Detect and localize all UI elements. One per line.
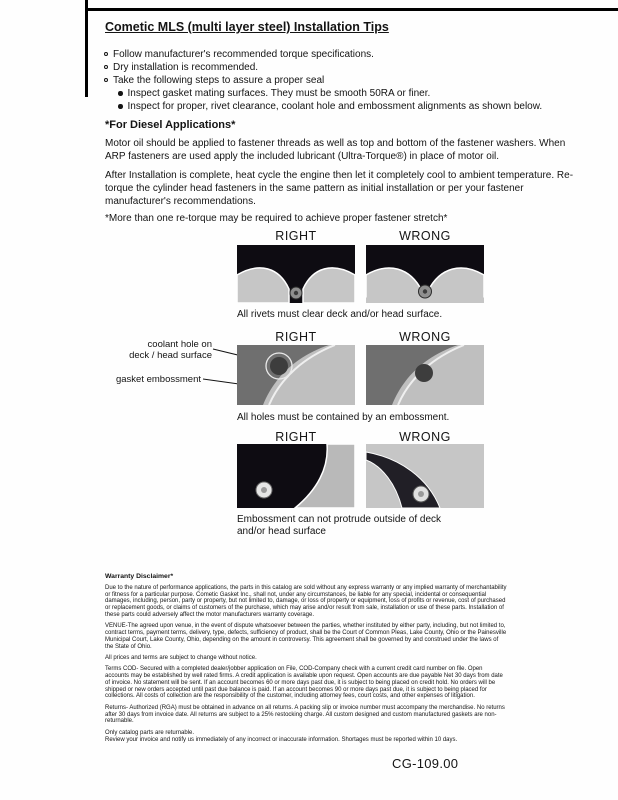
tip-text: Dry installation is recommended. — [113, 62, 259, 73]
sub-tip-text: Inspect gasket mating surfaces. They must be smooth 50RA or finer. — [127, 88, 431, 99]
embossment-wrong-image — [366, 444, 484, 508]
row2-wrong-label: WRONG — [399, 330, 451, 344]
tip-item — [104, 74, 596, 87]
row3-caption-line1: Embossment can not protrude outside of deck — [237, 514, 442, 525]
open-bullet-icon — [104, 65, 108, 69]
diesel-heading: *For Diesel Applications* — [105, 119, 236, 131]
page-border-left — [85, 0, 88, 97]
tip-text: Follow manufacturer's recommended torque specifications. — [113, 49, 374, 60]
coolant-hole-callout-line1: coolant hole on — [147, 339, 212, 350]
gasket-embossment-callout: gasket embossment — [115, 374, 201, 385]
row3-caption — [237, 514, 441, 538]
row1-wrong-label: WRONG — [399, 229, 451, 243]
embossment-right-image — [237, 444, 355, 508]
coolant-hole-wrong-diagram — [366, 345, 484, 405]
row1-right-label: RIGHT — [275, 229, 317, 243]
coolant-hole-callout-line2: deck / head surface — [129, 350, 212, 361]
tip-item — [104, 61, 596, 74]
row3-right-label: RIGHT — [275, 430, 317, 444]
rivet-wrong-diagram — [366, 245, 484, 303]
warranty-disclaimer — [105, 574, 508, 749]
coolant-hole-callout — [90, 339, 212, 361]
warranty-paragraph: VENUE-The agreed upon venue, in the event of dispute whatsoever between the parties, whether instituted by either party, including, but not limited to, contract terms, payment terms, delivery, type, defects, sufficiency of product, shall be the Court of Common Pleas, Lake County, Ohio or the Painesville Municipal Court, Lake County, Ohio, depending on the amount in controversy. This agreement shall be governed by and construed under the laws of the State of Ohio. — [105, 623, 507, 650]
row1-caption: All rivets must clear deck and/or head surface. — [237, 309, 443, 320]
tips-sub-list — [118, 87, 596, 113]
warranty-paragraph: Review your invoice and notify us immediately of any incorrect or inaccurate information. Shortages must be reported within 10 days. — [105, 737, 458, 744]
rivet-right-diagram — [237, 245, 355, 303]
sub-tip-item — [118, 100, 596, 113]
tips-list — [104, 48, 596, 113]
row3-wrong-label: WRONG — [399, 430, 451, 444]
page-title: Cometic MLS (multi layer steel) Installation Tips — [105, 20, 389, 34]
filled-bullet-icon — [118, 91, 123, 96]
coolant-hole-right-diagram — [237, 345, 355, 405]
warranty-paragraph: All prices and terms are subject to change without notice. — [105, 654, 257, 661]
row2-right-label: RIGHT — [275, 330, 317, 344]
page-border-top — [85, 8, 618, 11]
warranty-heading: Warranty Disclaimer* — [105, 573, 174, 580]
diesel-paragraph-1: Motor oil should be applied to fastener threads as well as top and bottom of the fastener washers. When ARP fasteners are used apply the included lubricant (Ultra-Torque®) in place of motor oil. — [105, 138, 566, 162]
open-bullet-icon — [104, 78, 108, 82]
coolant-hole-wrong-image — [366, 345, 484, 405]
coolant-hole-right-image — [237, 345, 355, 405]
warranty-paragraph: Returns- Authorized (RGA) must be obtained in advance on all returns. A packing slip or invoice number must accompany the merchandise. No returns after 30 days from invoice date. All returns are subject to a 25% restocking charge. All custom designed and custom manufactured gaskets are non-returnable. — [105, 704, 505, 725]
page-code: CG-109.00 — [392, 756, 459, 771]
embossment-right-diagram — [237, 444, 355, 508]
warranty-paragraph: Due to the nature of performance applications, the parts in this catalog are sold without any express warranty or any implied warranty of merchantability or fitness for a particular purpose. Cometic Gasket Inc., shall not, under any circumstances, be liable for any special, incidental or consequential damages, including, person, party or property, but not limited to, damage, or loss of property or equipment, loss of profits or revenue, cost of purchased or replacement goods, or claims of customers of the purchase, which may arise and/or result from sale, installation or use of these parts. Installation of these parts could adversely affect the motor manufacturers warranty coverage. — [105, 584, 507, 618]
diesel-paragraph-2: After Installation is complete, heat cycle the engine then let it completely cool to ambient temperature. Re-torque the cylinder head fasteners in the same pattern as initial installation or per your fastener manufacturer's recommendations. — [105, 170, 574, 207]
warranty-paragraph: Only catalog parts are returnable. — [105, 729, 195, 736]
row3-caption-line2: and/or head surface — [237, 526, 326, 537]
rivet-wrong-image — [366, 245, 484, 303]
embossment-wrong-diagram — [366, 444, 484, 508]
tip-text: Take the following steps to assure a proper seal — [113, 75, 325, 86]
sub-tip-text: Inspect for proper, rivet clearance, coolant hole and embossment alignments as shown below. — [127, 101, 543, 112]
open-bullet-icon — [104, 52, 108, 56]
rivet-right-image — [237, 245, 355, 303]
filled-bullet-icon — [118, 104, 123, 109]
retorque-note: *More than one re-torque may be required to achieve proper fastener stretch* — [105, 213, 448, 224]
warranty-paragraph: Terms COD- Secured with a completed dealer/jobber application on File, COD-Company check with a current credit card number on file. Open accounts may be established by well rated firms. A credit application is available upon request. Open accounts are due payable Net 30 days from date of invoice. No statement will be sent. If an account becomes 60 or more days past due, it is subject to being placed on credit hold. No orders will be shipped or new orders accepted until past due balance is paid. If an account becomes 90 or more days past due, it is subject to being placed for collections. All costs of collection are the responsibility of the customer, including attorney fees, court costs, and other expenses of litigation. — [105, 666, 503, 700]
row2-caption: All holes must be contained by an embossment. — [237, 412, 450, 423]
tip-item — [104, 48, 596, 61]
sub-tip-item — [118, 87, 596, 100]
